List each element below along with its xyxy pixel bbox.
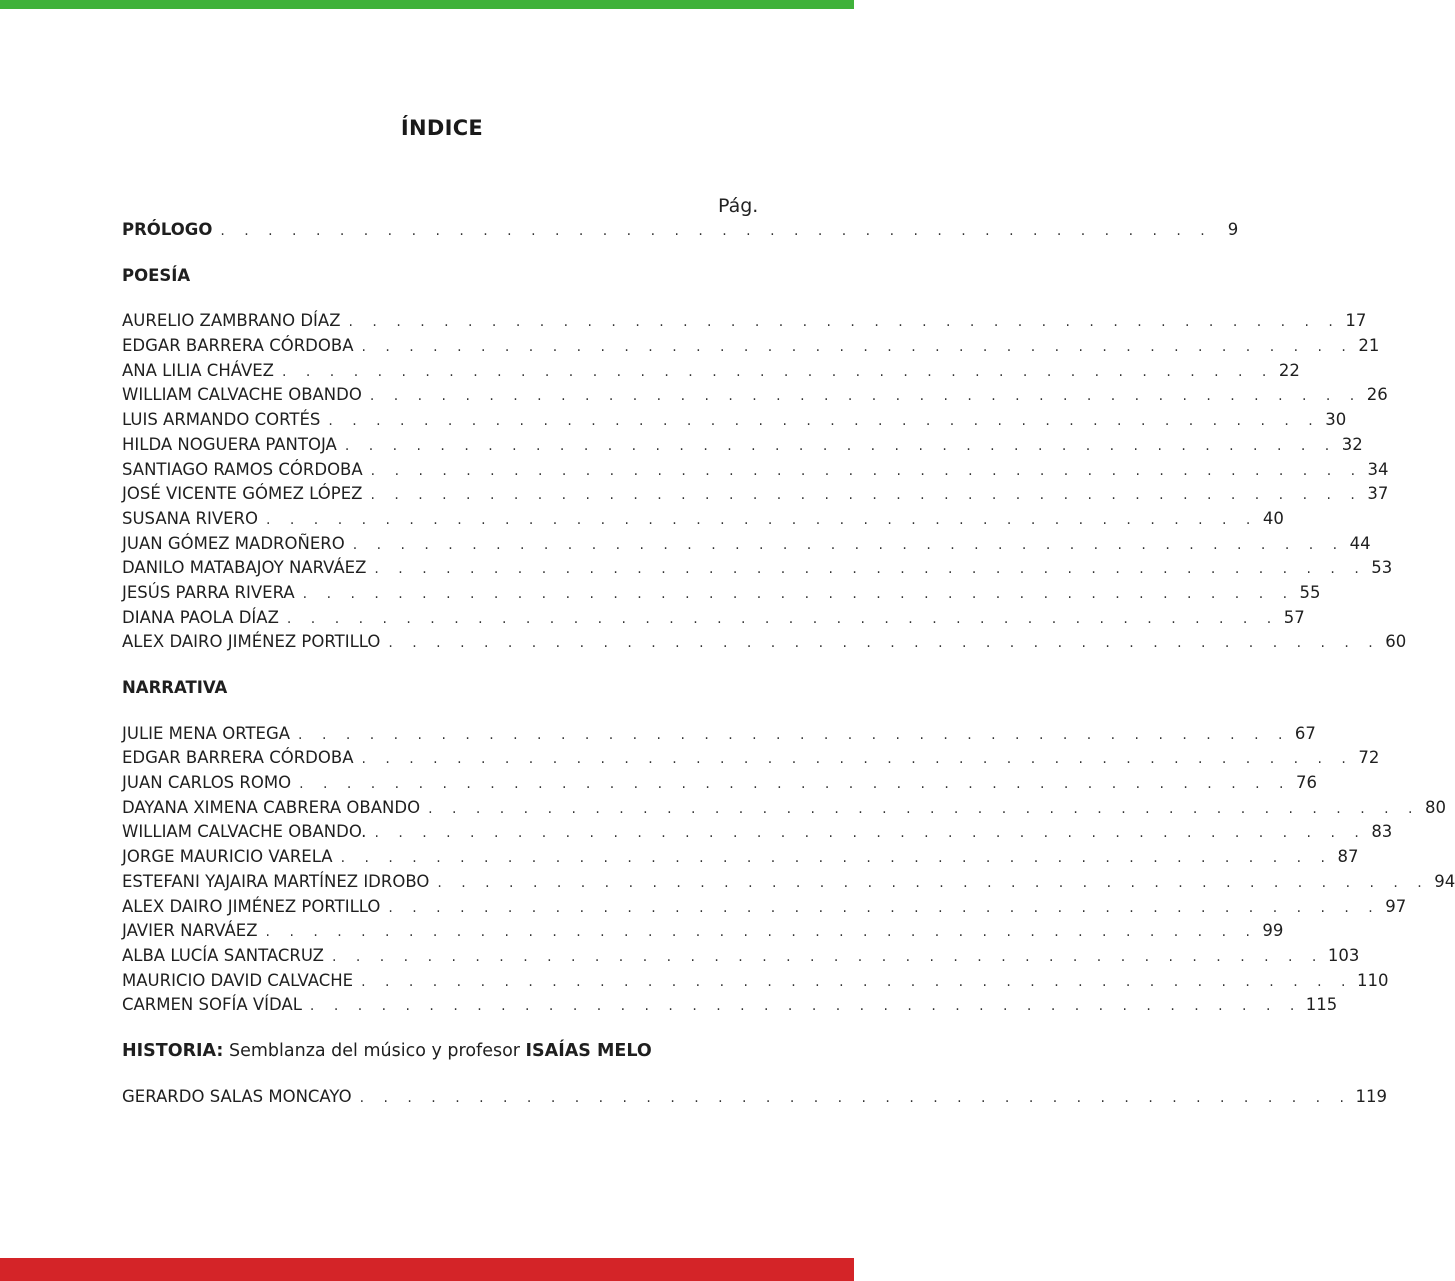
toc-entry[interactable] — [122, 845, 1359, 870]
toc-entry-title: JUAN GÓMEZ MADROÑERO — [122, 533, 345, 553]
dot-leader: . . . . . . . . . . . . . . . . . . . . . . . . . . . . . . . . . . . . . . . . . . — [428, 800, 1420, 817]
toc-entry-title: EDGAR BARRERA CÓRDOBA — [122, 336, 354, 356]
toc-entry-page: 9 — [1227, 220, 1239, 239]
toc-entry[interactable] — [122, 771, 1317, 796]
bottom-red-bar — [0, 1258, 854, 1281]
toc-entry-page: 99 — [1262, 921, 1284, 941]
toc-entry-page: 22 — [1278, 360, 1300, 380]
toc-entry-title: MAURICIO DAVID CALVACHE — [122, 970, 354, 990]
toc-entry[interactable] — [122, 359, 1300, 384]
toc-entry-prologo[interactable] — [122, 218, 1239, 243]
toc-entry-title: ALEX DAIRO JIMÉNEZ PORTILLO — [122, 632, 381, 652]
narrativa-list — [122, 722, 1455, 1018]
toc-entry-title: JULIE MENA ORTEGA — [122, 723, 291, 743]
toc-entry-title: JAVIER NARVÁEZ — [122, 921, 258, 941]
toc-entry-page: 103 — [1327, 945, 1360, 965]
toc-entry-page: 26 — [1366, 385, 1388, 405]
toc-entry[interactable] — [122, 581, 1321, 606]
dot-leader: . . . . . . . . . . . . . . . . . . . . . . . . . . . . . . . . . . . . . . . . . . — [359, 1089, 1352, 1106]
dot-leader: . . . . . . . . . . . . . . . . . . . . . . . . . . . . . . . . . . . . . . . . . . — [374, 561, 1367, 578]
toc-entry-title: EDGAR BARRERA CÓRDOBA — [122, 748, 354, 768]
historia-label: HISTORIA: — [122, 1040, 224, 1061]
section-heading-narrativa: NARRATIVA — [122, 678, 228, 697]
dot-leader: . . . . . . . . . . . . . . . . . . . . . . . . . . . . . . . . . . . . . . . . . . — [265, 924, 1258, 941]
toc-entry[interactable] — [122, 969, 1389, 994]
page-column-label: Pág. — [718, 195, 759, 217]
toc-entry-page: 55 — [1299, 582, 1321, 602]
toc-entry-title: ANA LILIA CHÁVEZ — [122, 360, 274, 380]
toc-entry-title: ALBA LUCÍA SANTACRUZ — [122, 945, 324, 965]
toc-entry-title: HILDA NOGUERA PANTOJA — [122, 434, 337, 454]
toc-entry-title: CARMEN SOFÍA VÍDAL — [122, 995, 302, 1015]
toc-entry-page: 76 — [1295, 773, 1317, 793]
dot-leader: . . . . . . . . . . . . . . . . . . . . . . . . . . . . . . . . . . . . . . . . . . — [302, 585, 1295, 602]
toc-entry[interactable] — [122, 482, 1389, 507]
toc-entry-page: 67 — [1294, 723, 1316, 743]
toc-entry-title: SUSANA RIVERO — [122, 508, 258, 528]
toc-entry[interactable] — [122, 433, 1363, 458]
toc-entry-title: LUIS ARMANDO CORTÉS — [122, 410, 321, 430]
historia-text: Semblanza del músico y profesor — [223, 1040, 526, 1061]
dot-leader: . . . . . . . . . . . . . . . . . . . . . . . . . . . . . . . . . . . . . . . . . . — [370, 462, 1363, 479]
toc-entry-title: JORGE MAURICIO VARELA — [122, 847, 333, 867]
toc-entry[interactable] — [122, 556, 1393, 581]
toc-entry-page: 119 — [1355, 1086, 1387, 1106]
toc-entry-title: DANILO MATABAJOY NARVÁEZ — [122, 558, 367, 578]
toc-entry-page: 17 — [1345, 311, 1367, 331]
dot-leader: . . . . . . . . . . . . . . . . . . . . . . . . . . . . . . . . . . . . . . . . . . — [369, 388, 1362, 405]
toc-entry[interactable] — [122, 606, 1305, 631]
dot-leader: . . . . . . . . . . . . . . . . . . . . . . . . . . . . . . . . . . . . . . . . . . — [282, 363, 1274, 380]
toc-entry-title: SANTIAGO RAMOS CÓRDOBA — [122, 459, 363, 479]
dot-leader: . . . . . . . . . . . . . . . . . . . . . . . . . . . . . . . . . . . . . . . . . . — [344, 437, 1337, 454]
dot-leader: . . . . . . . . . . . . . . . . . . . . . . . . . . . . . . . . . . . . . . . . . . — [299, 776, 1291, 793]
toc-entry[interactable] — [122, 532, 1371, 557]
toc-entry[interactable] — [122, 458, 1389, 483]
toc-entry[interactable] — [122, 1085, 1387, 1110]
poesia-list — [122, 309, 1407, 655]
dot-leader: . . . . . . . . . . . . . . . . . . . . . . . . . . . . . . . . . . . . . . . . . . — [361, 751, 1354, 768]
dot-leader: . . . . . . . . . . . . . . . . . . . . . . . . . . . . . . . . . . . . . . . . . . — [220, 223, 1213, 239]
toc-entry-title: WILLIAM CALVACHE OBANDO — [122, 385, 362, 405]
toc-entry-page: 34 — [1367, 459, 1389, 479]
dot-leader: . . . . . . . . . . . . . . . . . . . . . . . . . . . . . . . . . . . . . . . . . . — [370, 487, 1363, 504]
dot-leader: . . . . . . . . . . . . . . . . . . . . . . . . . . . . . . . . . . . . . . . . . . — [266, 511, 1258, 528]
historia-list — [122, 1085, 1387, 1110]
toc-entry[interactable] — [122, 796, 1446, 821]
toc-entry-page: 97 — [1385, 896, 1407, 916]
section-heading-historia — [122, 1039, 742, 1064]
toc-entry[interactable] — [122, 746, 1380, 771]
toc-entry-title: ESTEFANI YAJAIRA MARTÍNEZ IDROBO — [122, 871, 430, 891]
toc-entry[interactable] — [122, 820, 1393, 845]
toc-entry[interactable] — [122, 334, 1380, 359]
toc-entry-title: DAYANA XIMENA CABRERA OBANDO — [122, 797, 421, 817]
toc-entry[interactable] — [122, 919, 1284, 944]
toc-entry[interactable] — [122, 722, 1316, 747]
toc-entry-page: 30 — [1325, 410, 1347, 430]
toc-entry-page: 115 — [1305, 995, 1338, 1015]
toc-entry-page: 80 — [1424, 797, 1446, 817]
toc-entry-title: JOSÉ VICENTE GÓMEZ LÓPEZ — [122, 484, 363, 504]
dot-leader: . . . . . . . . . . . . . . . . . . . . . . . . . . . . . . . . . . . . . . . . . . — [286, 610, 1279, 627]
toc-entry[interactable] — [122, 630, 1407, 655]
toc-entry-page: 53 — [1371, 558, 1393, 578]
dot-leader: . . . . . . . . . . . . . . . . . . . . . . . . . . . . . . . . . . . . . . . . . . — [374, 825, 1367, 842]
dot-leader: . . . . . . . . . . . . . . . . . . . . . . . . . . . . . . . . . . . . . . . . . . — [361, 339, 1354, 356]
toc-entry-title: GERARDO SALAS MONCAYO — [122, 1086, 352, 1106]
toc-entry-page: 37 — [1367, 484, 1389, 504]
toc-entry-page: 44 — [1349, 533, 1371, 553]
toc-entry[interactable] — [122, 408, 1347, 433]
toc-entry-page: 94 — [1434, 871, 1455, 891]
dot-leader: . . . . . . . . . . . . . . . . . . . . . . . . . . . . . . . . . . . . . . . . . . — [328, 413, 1321, 430]
toc-entry-title: AURELIO ZAMBRANO DÍAZ — [122, 311, 341, 331]
toc-entry-title: PRÓLOGO — [122, 220, 213, 239]
toc-entry-page: 32 — [1341, 434, 1363, 454]
toc-entry-title: JESÚS PARRA RIVERA — [122, 582, 295, 602]
toc-entry-page: 21 — [1358, 336, 1380, 356]
toc-entry-page: 87 — [1337, 847, 1359, 867]
toc-entry-page: 83 — [1371, 822, 1393, 842]
dot-leader: . . . . . . . . . . . . . . . . . . . . . . . . . . . . . . . . . . . . . . . . . . — [388, 899, 1381, 916]
dot-leader: . . . . . . . . . . . . . . . . . . . . . . . . . . . . . . . . . . . . . . . . . . — [361, 973, 1353, 990]
toc-entry[interactable] — [122, 309, 1367, 334]
toc-entry-page: 72 — [1358, 748, 1380, 768]
toc-entry-page: 57 — [1283, 607, 1305, 627]
dot-leader: . . . . . . . . . . . . . . . . . . . . . . . . . . . . . . . . . . . . . . . . . . — [437, 874, 1430, 891]
toc-entry-page: 60 — [1385, 632, 1407, 652]
historia-subject: ISAÍAS MELO — [525, 1040, 652, 1061]
toc-entry[interactable] — [122, 993, 1338, 1018]
toc-entry-title: DIANA PAOLA DÍAZ — [122, 607, 279, 627]
toc-entry[interactable] — [122, 870, 1455, 895]
toc-entry-title: WILLIAM CALVACHE OBANDO. — [122, 822, 367, 842]
table-of-contents — [122, 218, 1455, 1109]
dot-leader: . . . . . . . . . . . . . . . . . . . . . . . . . . . . . . . . . . . . . . . . . . — [340, 850, 1333, 867]
toc-entry[interactable] — [122, 507, 1284, 532]
toc-entry-title: JUAN CARLOS ROMO — [122, 773, 292, 793]
toc-entry-page: 40 — [1262, 508, 1284, 528]
dot-leader: . . . . . . . . . . . . . . . . . . . . . . . . . . . . . . . . . . . . . . . . . . — [348, 314, 1341, 331]
toc-entry-page: 110 — [1356, 970, 1389, 990]
toc-entry-title: ALEX DAIRO JIMÉNEZ PORTILLO — [122, 896, 381, 916]
dot-leader: . . . . . . . . . . . . . . . . . . . . . . . . . . . . . . . . . . . . . . . . . . — [309, 998, 1302, 1015]
dot-leader: . . . . . . . . . . . . . . . . . . . . . . . . . . . . . . . . . . . . . . . . . . — [388, 635, 1381, 652]
toc-entry[interactable] — [122, 944, 1360, 969]
top-green-bar — [0, 0, 854, 9]
dot-leader: . . . . . . . . . . . . . . . . . . . . . . . . . . . . . . . . . . . . . . . . . . — [352, 536, 1345, 553]
dot-leader: . . . . . . . . . . . . . . . . . . . . . . . . . . . . . . . . . . . . . . . . . . — [298, 726, 1290, 743]
toc-entry[interactable] — [122, 383, 1388, 408]
section-heading-poesia: POESÍA — [122, 265, 191, 285]
toc-entry[interactable] — [122, 895, 1407, 920]
dot-leader: . . . . . . . . . . . . . . . . . . . . . . . . . . . . . . . . . . . . . . . . . . — [331, 948, 1324, 965]
page-title: ÍNDICE — [400, 116, 484, 140]
